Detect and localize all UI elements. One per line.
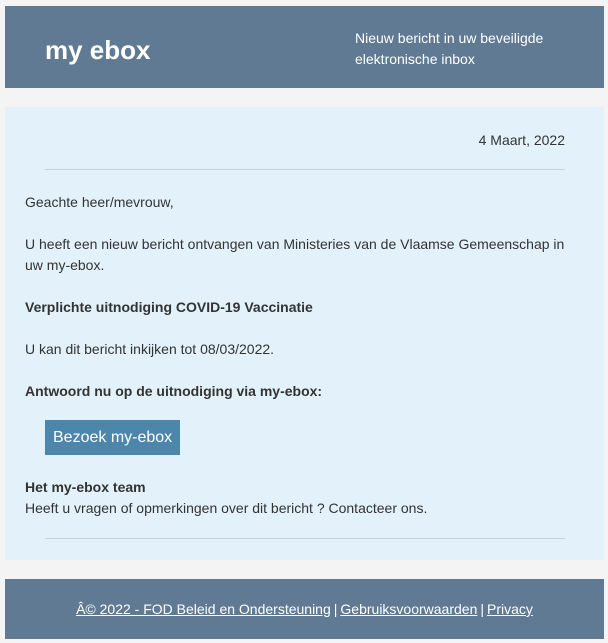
bottom-divider: [45, 538, 565, 539]
team-signature: Het my-ebox team: [25, 479, 146, 495]
privacy-link[interactable]: Privacy: [487, 601, 533, 617]
validity-text: U kan dit bericht inkijken tot 08/03/2022.: [25, 341, 275, 357]
cta-label: Antwoord nu op de uitnodiging via my-ebox:: [25, 383, 323, 399]
terms-link[interactable]: Gebruiksvoorwaarden: [340, 601, 478, 617]
contact-text: Heeft u vragen of opmerkingen over dit bericht ? Contacteer ons.: [25, 500, 428, 516]
email-body: [5, 107, 604, 560]
brand-logo: my ebox: [45, 35, 151, 65]
subject-text: Verplichte uitnodiging COVID-19 Vaccinatie: [25, 299, 313, 315]
message-date: 4 Maart, 2022: [478, 132, 565, 148]
visit-my-ebox-button[interactable]: Bezoek my-ebox: [45, 420, 180, 455]
footer-separator: |: [333, 601, 338, 617]
top-divider: [45, 169, 565, 170]
copyright-link[interactable]: Â© 2022 - FOD Beleid en Ondersteuning: [76, 601, 331, 617]
message-text: U heeft een nieuw bericht ontvangen van Ministeries van de Vlaamse Gemeenschap in uw my-ebox.: [25, 236, 565, 273]
greeting-text: Geachte heer/mevrouw,: [25, 194, 174, 210]
email-footer: [5, 579, 604, 639]
footer-separator: |: [480, 601, 485, 617]
header-tagline: Nieuw bericht in uw beveiligde elektronische inbox: [355, 30, 544, 67]
email-header: [5, 6, 604, 88]
